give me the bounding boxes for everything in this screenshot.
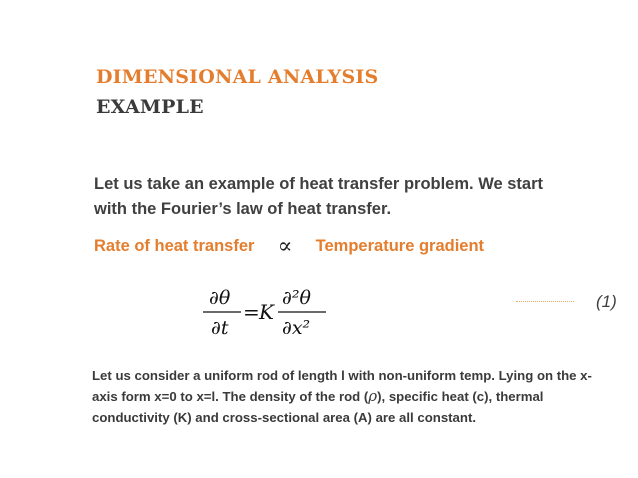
constant-k: K xyxy=(259,300,274,324)
rho-symbol: ρ xyxy=(368,387,378,406)
equals-sign: = xyxy=(243,300,260,324)
equation-leader-dots xyxy=(516,301,574,302)
description-part-2: ), specific heat (c), thermal conductivity (K) and cross-sectional area (A) are all constant. xyxy=(92,389,544,425)
rate-left-label: Rate of heat transfer xyxy=(94,237,255,255)
rhs-numerator: ∂²θ xyxy=(282,287,311,309)
intro-paragraph: Let us take an example of heat transfer problem. We start with the Fourier’s law of heat transfer. xyxy=(94,175,543,218)
lhs-denominator: ∂t xyxy=(211,317,229,339)
equation-number: (1) xyxy=(596,292,617,311)
lhs-numerator: ∂θ xyxy=(209,287,231,309)
title-line-1: DIMENSIONAL ANALYSIS xyxy=(96,66,379,88)
description-part-1: Let us consider a uniform rod of length l with non-uniform temp. Lying on the x-axis form x=0 to x=l. The density of the rod ( xyxy=(92,368,592,405)
rhs-denominator: ∂x² xyxy=(282,317,311,339)
description-paragraph xyxy=(92,366,592,428)
heat-equation xyxy=(200,280,340,340)
rate-right-label: Temperature gradient xyxy=(315,237,485,255)
proportionality-statement xyxy=(94,234,484,259)
proportional-symbol: ∝ xyxy=(277,234,293,259)
title-line-2: EXAMPLE xyxy=(96,96,204,118)
